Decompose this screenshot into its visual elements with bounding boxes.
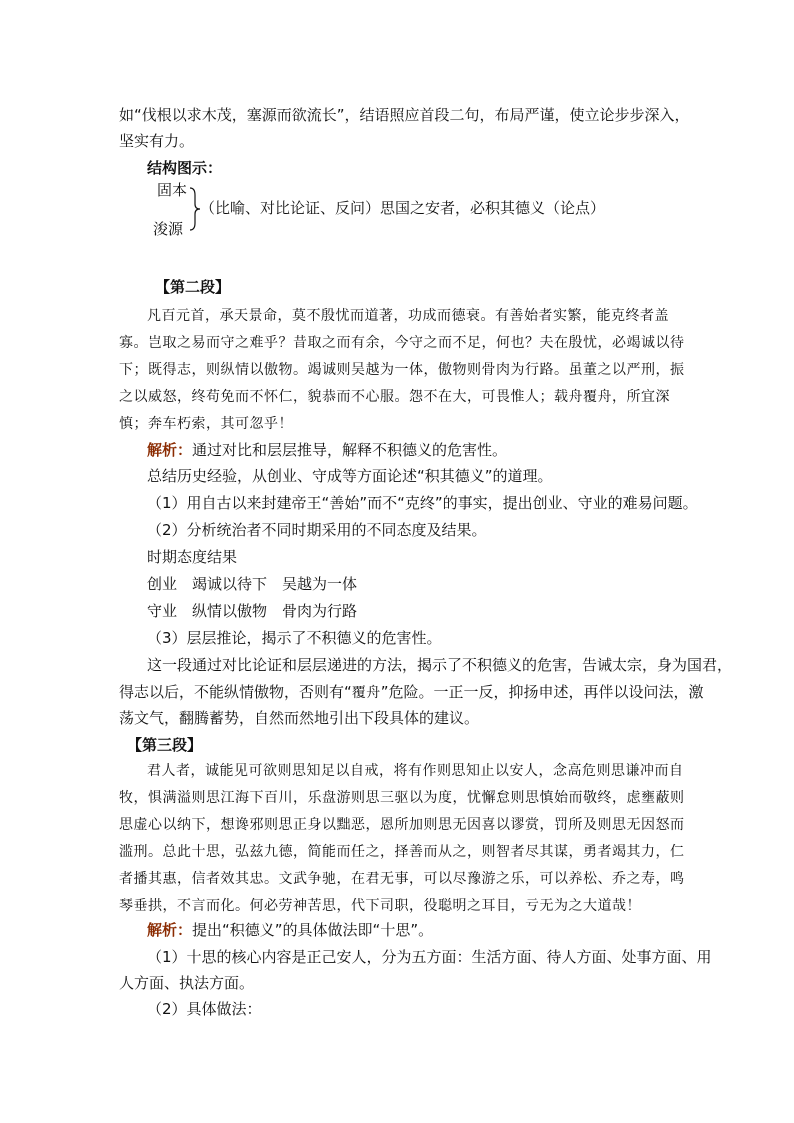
section-3-classical-line: 者播其惠，信者效其忠。文武争驰，在君无事，可以尽豫游之乐，可以养松、乔之寿，鸣 [119,871,685,887]
section-3-classical-line: 君人者，诚能见可欲则思知足以自戒，将有作则思知止以安人，念高危则思谦冲而自 [147,763,684,779]
section-3-classical-line: 思虚心以纳下，想谗邪则思正身以黜恶，恩所加则思无因喜以谬赏，罚所及则思无因怒而 [119,817,685,833]
analysis-text: 提出“积德义”的具体做法即“十思”。 [192,921,434,939]
section-2-point-1: （1）用自古以来封建帝王“善始”而不“克终”的事实，提出创业、守业的难易问题。 [147,494,698,512]
section-2-paragraph-line: 这一段通过对比论证和层层递进的方法，揭示了不积德义的危害，告诫太宗，身为国君， [147,656,733,674]
section-3-point-1: （1）十思的核心内容是正己安人，分为五方面：生活方面、待人方面、处事方面、用 [147,948,712,966]
intro-line-1: 如“伐根以求木茂，塞源而欲流长”，结语照应首段二句，布局严谨，使立论步步深入， [119,106,690,124]
paragraph-text: 得志以后，不能纵情傲物，否则有“ [119,683,352,701]
section-2-heading: 【第二段】 [155,278,231,296]
section-3-classical-line: 牧，惧满溢则思江海下百川，乐盘游则思三驱以为度，忧懈怠则思慎始而敬终，虑壅蔽则 [119,790,685,806]
section-2-summary: 总结历史经验，从创业、守成等方面论述“积其德义”的道理。 [147,467,553,485]
structure-title: 结构图示： [147,159,223,177]
section-2-classical-line: 寡。岂取之易而守之难乎？昔取之而有余，今守之而不足，何也？夫在殷忧，必竭诚以待 [119,335,685,351]
analysis-text: 通过对比和层层推导，解释不积德义的危害性。 [192,441,508,459]
emphasized-quote: 覆舟 [351,685,381,701]
section-2-classical-line: 下；既得志，则纵情以傲物。竭诚则吴越为一体，傲物则骨肉为行路。虽董之以严刑，振 [119,362,685,378]
section-3-classical-line: 琴垂拱，不言而化。何必劳神苦思，代下司职，役聪明之耳目，亏无为之大道哉！ [119,898,641,914]
section-2-classical-line: 凡百元首，承天景命，莫不殷忧而道著，功成而德衰。有善始者实繁，能克终者盖 [147,308,669,324]
section-3-classical-line: 滥刑。总此十思，弘兹九德，简能而任之，择善而从之，则智者尽其谋，勇者竭其力，仁 [119,844,685,860]
table-header: 时期态度结果 [147,548,238,566]
section-2-point-2: （2）分析统治者不同时期采用的不同态度及结果。 [147,521,487,539]
section-3-point-1-cont: 人方面、执法方面。 [119,974,255,992]
section-3-point-2: （2）具体做法： [147,1000,262,1018]
structure-thesis: （比喻、对比论证、反问）思国之安者，必积其德义（论点） [200,199,606,217]
analysis-label: 解析： [147,441,193,459]
structure-bottom-node: 浚源 [153,220,184,238]
section-2-paragraph-line: 荡文气，翻腾蓄势，自然而然地引出下段具体的建议。 [119,709,480,727]
section-3-analysis [147,919,433,941]
section-2-classical-line: 之以威怒，终苟免而不怀仁，貌恭而不心服。怨不在大，可畏惟人；载舟覆舟，所宜深 [119,389,670,405]
section-2-classical-line: 慎；奔车朽索，其可忽乎！ [119,416,293,432]
analysis-label: 解析： [147,921,193,939]
paragraph-text: ”危险。一正一反，抑扬申述，再伴以设问法，激 [380,683,704,701]
section-2-paragraph-line [119,681,704,704]
section-2-point-3: （3）层层推论，揭示了不积德义的危害性。 [147,629,442,647]
intro-line-2: 坚实有力。 [119,132,195,150]
section-3-heading: 【第三段】 [127,736,203,754]
structure-top-node: 固本 [157,181,188,199]
table-row: 守业 纵情以傲物 骨肉为行路 [147,602,358,620]
section-2-analysis [147,439,507,461]
table-row: 创业 竭诚以待下 吴越为一体 [147,575,358,593]
